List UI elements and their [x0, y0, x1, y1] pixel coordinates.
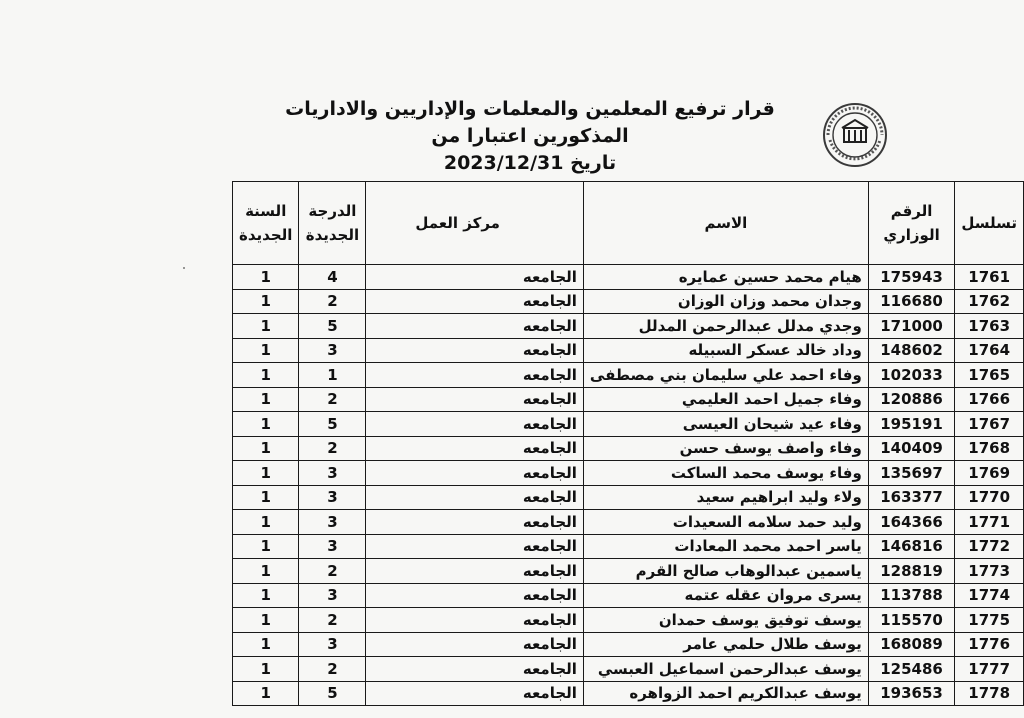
- cell-name: يوسف توفيق يوسف حمدان: [583, 608, 868, 633]
- cell-work-center: الجامعه: [366, 436, 584, 461]
- cell-ministry-number: 148602: [868, 338, 955, 363]
- cell-serial: 1764: [955, 338, 1024, 363]
- table-row: [233, 485, 1024, 510]
- header-serial: تسلسل: [955, 182, 1024, 265]
- table-row: [233, 657, 1024, 682]
- table-row: [233, 461, 1024, 486]
- cell-new-year: 1: [233, 412, 299, 437]
- ministry-seal-icon: [822, 102, 888, 168]
- cell-new-grade: 3: [299, 510, 366, 535]
- cell-name: وجدان محمد وزان الوزان: [583, 289, 868, 314]
- cell-new-grade: 2: [299, 559, 366, 584]
- table-row: [233, 412, 1024, 437]
- cell-serial: 1766: [955, 387, 1024, 412]
- cell-new-grade: 3: [299, 534, 366, 559]
- cell-new-year: 1: [233, 559, 299, 584]
- cell-name: ياسمين عبدالوهاب صالح القرم: [583, 559, 868, 584]
- table-header-row: [233, 182, 1024, 265]
- cell-new-grade: 2: [299, 289, 366, 314]
- header-work-center: مركز العمل: [366, 182, 584, 265]
- cell-work-center: الجامعه: [366, 534, 584, 559]
- cell-new-year: 1: [233, 608, 299, 633]
- title-line-2: تاريخ 2023/12/31: [443, 152, 617, 174]
- cell-serial: 1768: [955, 436, 1024, 461]
- cell-serial: 1765: [955, 363, 1024, 388]
- cell-new-year: 1: [233, 338, 299, 363]
- header-new-grade: [299, 182, 366, 265]
- cell-new-year: 1: [233, 387, 299, 412]
- cell-work-center: الجامعه: [366, 363, 584, 388]
- cell-name: وفاء جميل احمد العليمي: [583, 387, 868, 412]
- cell-ministry-number: 146816: [868, 534, 955, 559]
- cell-ministry-number: 135697: [868, 461, 955, 486]
- cell-name: ولاء وليد ابراهيم سعيد: [583, 485, 868, 510]
- cell-serial: 1778: [955, 681, 1024, 706]
- table-row: [233, 534, 1024, 559]
- cell-name: وليد حمد سلامه السعيدات: [583, 510, 868, 535]
- cell-work-center: الجامعه: [366, 338, 584, 363]
- header-year-line2: الجديدة: [239, 226, 293, 244]
- table-row: [233, 363, 1024, 388]
- cell-work-center: الجامعه: [366, 608, 584, 633]
- table-row: [233, 387, 1024, 412]
- header-number-line2: الوزاري: [883, 226, 940, 244]
- cell-name: وفاء عيد شيحان العيسى: [583, 412, 868, 437]
- header-name: الاسم: [583, 182, 868, 265]
- header-grade-line2: الجديدة: [305, 226, 360, 244]
- cell-new-year: 1: [233, 485, 299, 510]
- cell-work-center: الجامعه: [366, 289, 584, 314]
- document-title: [250, 96, 810, 177]
- table-row: [233, 559, 1024, 584]
- cell-new-year: 1: [233, 534, 299, 559]
- cell-serial: 1774: [955, 583, 1024, 608]
- cell-new-year: 1: [233, 510, 299, 535]
- promotion-table: [232, 181, 1024, 706]
- cell-ministry-number: 125486: [868, 657, 955, 682]
- cell-work-center: الجامعه: [366, 583, 584, 608]
- cell-new-grade: 3: [299, 485, 366, 510]
- cell-work-center: الجامعه: [366, 387, 584, 412]
- table-row: [233, 608, 1024, 633]
- cell-new-grade: 2: [299, 657, 366, 682]
- cell-new-year: 1: [233, 363, 299, 388]
- table-row: [233, 289, 1024, 314]
- cell-serial: 1770: [955, 485, 1024, 510]
- cell-serial: 1763: [955, 314, 1024, 339]
- cell-work-center: الجامعه: [366, 632, 584, 657]
- cell-ministry-number: 168089: [868, 632, 955, 657]
- table-row: [233, 314, 1024, 339]
- cell-serial: 1771: [955, 510, 1024, 535]
- cell-new-year: 1: [233, 265, 299, 290]
- table-row: [233, 436, 1024, 461]
- cell-serial: 1776: [955, 632, 1024, 657]
- cell-name: وجدي مدلل عبدالرحمن المدلل: [583, 314, 868, 339]
- table-row: [233, 583, 1024, 608]
- cell-name: يوسف عبدالكريم احمد الزواهره: [583, 681, 868, 706]
- cell-work-center: الجامعه: [366, 461, 584, 486]
- cell-serial: 1769: [955, 461, 1024, 486]
- header-year-line1: السنة: [245, 202, 287, 220]
- cell-ministry-number: 120886: [868, 387, 955, 412]
- cell-ministry-number: 128819: [868, 559, 955, 584]
- cell-new-grade: 5: [299, 681, 366, 706]
- cell-ministry-number: 195191: [868, 412, 955, 437]
- cell-name: يوسف طلال حلمي عامر: [583, 632, 868, 657]
- cell-serial: 1761: [955, 265, 1024, 290]
- cell-work-center: الجامعه: [366, 412, 584, 437]
- title-line-1: قرار ترفيع المعلمين والمعلمات والإداريين والاداريات المذكورين اعتبارا من: [285, 98, 775, 147]
- cell-new-grade: 2: [299, 436, 366, 461]
- cell-serial: 1762: [955, 289, 1024, 314]
- cell-name: هيام محمد حسين عمايره: [583, 265, 868, 290]
- cell-name: وفاء يوسف محمد الساكت: [583, 461, 868, 486]
- header-number-line1: الرقم: [890, 202, 933, 220]
- cell-ministry-number: 164366: [868, 510, 955, 535]
- cell-new-year: 1: [233, 583, 299, 608]
- cell-new-year: 1: [233, 314, 299, 339]
- cell-new-grade: 5: [299, 412, 366, 437]
- cell-name: يوسف عبدالرحمن اسماعيل العبسي: [583, 657, 868, 682]
- cell-new-grade: 2: [299, 387, 366, 412]
- cell-serial: 1777: [955, 657, 1024, 682]
- cell-ministry-number: 116680: [868, 289, 955, 314]
- cell-new-year: 1: [233, 632, 299, 657]
- cell-name: وفاء احمد علي سليمان بني مصطفى: [583, 363, 868, 388]
- cell-ministry-number: 163377: [868, 485, 955, 510]
- cell-name: ياسر احمد محمد المعادات: [583, 534, 868, 559]
- scan-speck: [183, 267, 185, 269]
- cell-serial: 1767: [955, 412, 1024, 437]
- cell-new-grade: 3: [299, 461, 366, 486]
- cell-new-year: 1: [233, 657, 299, 682]
- table-row: [233, 510, 1024, 535]
- cell-ministry-number: 113788: [868, 583, 955, 608]
- cell-ministry-number: 140409: [868, 436, 955, 461]
- cell-new-grade: 2: [299, 608, 366, 633]
- table-row: [233, 338, 1024, 363]
- cell-serial: 1775: [955, 608, 1024, 633]
- cell-name: وداد خالد عسكر السبيله: [583, 338, 868, 363]
- cell-new-grade: 1: [299, 363, 366, 388]
- cell-new-grade: 5: [299, 314, 366, 339]
- cell-ministry-number: 175943: [868, 265, 955, 290]
- cell-work-center: الجامعه: [366, 559, 584, 584]
- cell-work-center: الجامعه: [366, 485, 584, 510]
- cell-serial: 1773: [955, 559, 1024, 584]
- header-new-year: [233, 182, 299, 265]
- cell-new-grade: 3: [299, 632, 366, 657]
- cell-name: يسرى مروان عقله عتمه: [583, 583, 868, 608]
- cell-new-grade: 4: [299, 265, 366, 290]
- cell-new-year: 1: [233, 289, 299, 314]
- cell-work-center: الجامعه: [366, 265, 584, 290]
- cell-ministry-number: 193653: [868, 681, 955, 706]
- table-row: [233, 681, 1024, 706]
- cell-work-center: الجامعه: [366, 314, 584, 339]
- cell-work-center: الجامعه: [366, 681, 584, 706]
- cell-ministry-number: 115570: [868, 608, 955, 633]
- cell-new-year: 1: [233, 436, 299, 461]
- cell-serial: 1772: [955, 534, 1024, 559]
- table-row: [233, 265, 1024, 290]
- cell-new-year: 1: [233, 681, 299, 706]
- cell-new-grade: 3: [299, 338, 366, 363]
- cell-name: وفاء واصف يوسف حسن: [583, 436, 868, 461]
- cell-new-grade: 3: [299, 583, 366, 608]
- cell-work-center: الجامعه: [366, 657, 584, 682]
- header-grade-line1: الدرجة: [308, 202, 357, 220]
- table-body: [233, 265, 1024, 706]
- table-row: [233, 632, 1024, 657]
- header-ministry-number: [868, 182, 955, 265]
- cell-new-year: 1: [233, 461, 299, 486]
- cell-work-center: الجامعه: [366, 510, 584, 535]
- cell-ministry-number: 171000: [868, 314, 955, 339]
- cell-ministry-number: 102033: [868, 363, 955, 388]
